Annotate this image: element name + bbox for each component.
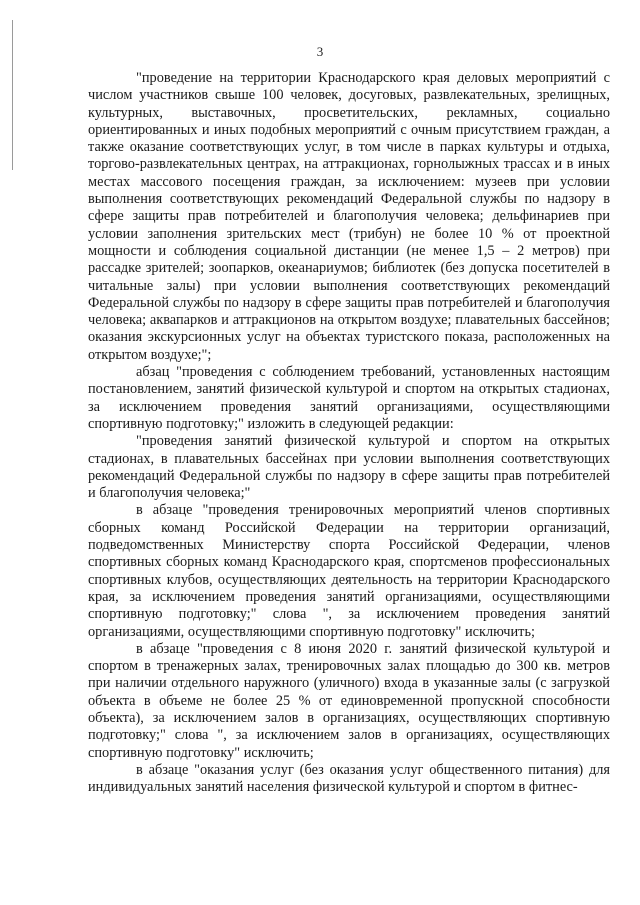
page-number: 3 — [316, 44, 324, 59]
paragraph: абзац "проведения с соблюдением требований, установленных настоящим постановлением, занятий физической культурой и спортом на открытых стадионах, за исключением проведения занятий организациями, осуществляющими спортивную подготовку;" изложить в следующей редакции: — [88, 364, 610, 432]
paragraph: в абзаце "проведения тренировочных мероприятий членов спортивных сборных команд Российской Федерации на территории организаций, подведомственных Министерству спорта Российской Федерации, членов спортивных сборных команд Краснодарского края, спортсменов профессиональных спортивных клубов, осуществляющих деятельность на территории Краснодарского края, за исключением проведения занятий организациями, осуществляющими спортивную подготовку;" слова ", за исключением проведения занятий организациями, осуществляющими спортивную подготовку" исключить; — [88, 502, 610, 640]
paragraph: в абзаце "оказания услуг (без оказания услуг общественного питания) для индивидуальных занятий населения физической культурой и спортом в фитнес- — [88, 761, 610, 796]
paragraph: в абзаце "проведения с 8 июня 2020 г. занятий физической культурой и спортом в тренажерных залах, тренировочных залах площадью до 300 кв. метров при наличии отдельного наружного (уличного) входа в указанные залы (с загрузкой объекта в объеме не более 25 % от единовременной пропускной способности объекта), за исключением залов в организациях, осуществляющих спортивную подготовку;" слова ", за исключением залов в организациях, осуществляющих спортивную подготовку" исключить; — [88, 640, 610, 761]
paragraph: "проведение на территории Краснодарского края деловых мероприятий с числом участников свыше 100 человек, досуговых, развлекательных, зрелищных, культурных, выставочных, просветительских, рекламных, социально ориентированных и иных подобных мероприятий с очным присутствием граждан, а также оказание соответствующих услуг, в том числе в парках культуры и отдыха, торгово-развлекательных центрах, на аттракционах, горнолыжных трассах и в иных местах массового посещения граждан, за исключением: музеев при условии выполнения соответствующих рекомендаций Федеральной службы по надзору в сфере защиты прав потребителей и благополучия человека; дельфинариев при условии заполнения зрительских мест (трибун) не более 10 % от проектной мощности и соблюдения социальной дистанции (не менее 1,5 – 2 метров) при рассадке зрителей; зоопарков, океанариумов; библиотек (без допуска посетителей в читальные залы) при условии выполнения соответствующих рекомендаций Федеральной службы по надзору в сфере защиты прав потребителей и благополучия человека; аквапарков и аттракционов на открытом воздухе; плавательных бассейнов; оказания экскурсионных услуг на объектах туристского показа, расположенных на открытом воздухе;"; — [88, 70, 610, 363]
scan-edge-line — [12, 20, 13, 170]
document-body — [88, 70, 610, 796]
paragraph: "проведения занятий физической культурой и спортом на открытых стадионах, в плавательных бассейнах при условии выполнения соответствующих рекомендаций Федеральной службы по надзору в сфере защиты прав потребителей и благополучия человека;" — [88, 433, 610, 502]
